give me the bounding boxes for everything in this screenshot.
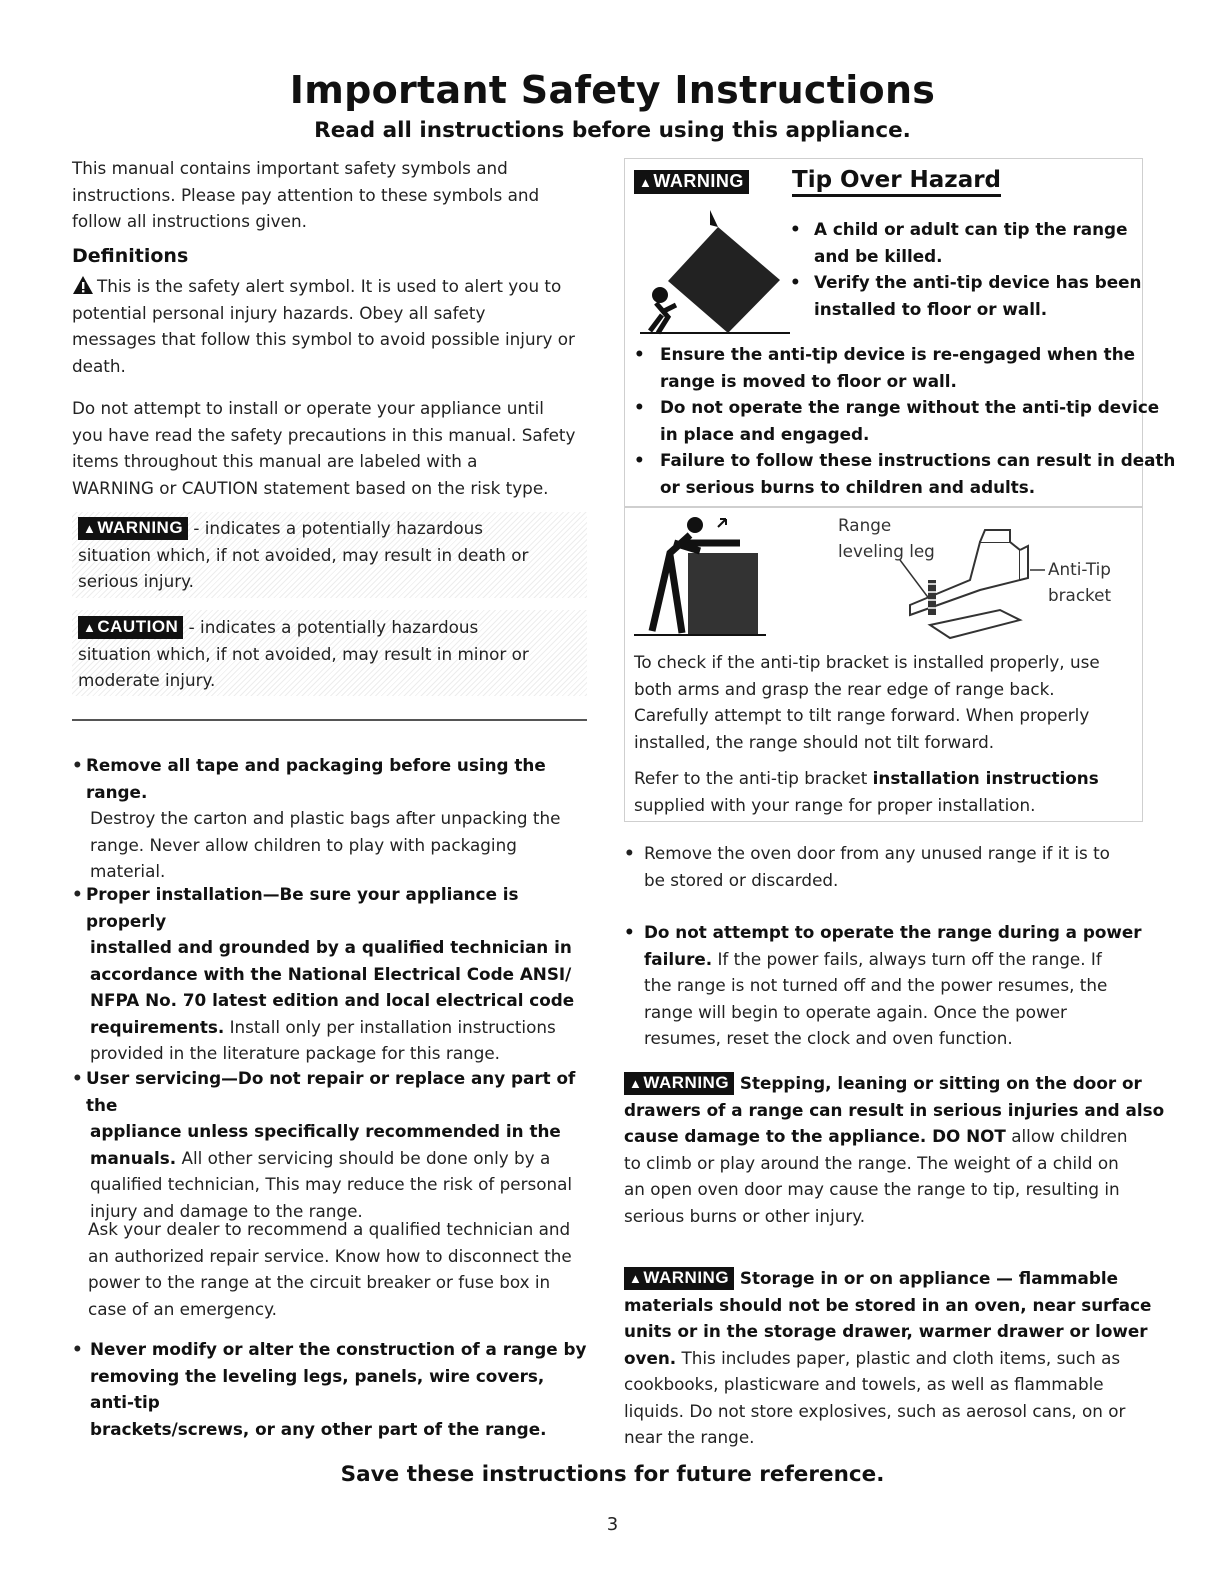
paragraph-bold-text: Storage in or on appliance — flammable [734,1268,1118,1288]
bullet: • [634,397,645,417]
person-checking-range-illustration [640,513,770,638]
bullet-line: installed and grounded by a qualified technician in [90,937,572,957]
bullet-line: A child or adult can tip the range [814,219,1128,239]
list-item-user-servicing [72,1065,592,1224]
paragraph-text: allow children [1005,1126,1128,1146]
bullet-line: range. Never allow children to play with packaging [90,834,517,855]
definition-line: death. [72,355,126,376]
caution-badge [78,616,183,639]
definition-line: items throughout this manual are labeled with a [72,451,478,471]
paragraph-line: to climb or play around the range. The weight of a child on [624,1152,1119,1173]
bullet-line: range will begin to operate again. Once the power [644,1001,1067,1022]
bullet-bold-text: requirements. [90,1016,225,1037]
paragraph-line: near the range. [624,1427,755,1447]
label-anti-tip: Anti-Tip [1048,559,1111,579]
list-item-proper-installation [72,881,592,1067]
paragraph-line: cookbooks, plasticware and towels, as well as flammable [624,1374,1104,1394]
warning-stepping-paragraph [624,1070,1164,1229]
caution-definition [78,614,529,694]
bullet-line: Do not operate the range without the anti-tip device [660,397,1160,417]
intro-paragraph [72,155,539,235]
page-subtitle: Read all instructions before using this appliance. [314,118,911,143]
label-leveling-leg: leveling leg [838,541,935,561]
bullet-line: material. [90,861,166,881]
list-item-remove-packaging [72,752,592,885]
paragraph-line: an authorized repair service. Know how to disconnect the [88,1245,572,1266]
bullet-line: provided in the literature package for this range. [90,1043,501,1063]
definition-line: you have read the safety precautions in this manual. Safety [72,424,576,445]
tip-over-heading: Tip Over Hazard [792,166,1001,197]
bullet-line: removing the leveling legs, panels, wire covers, anti-tip [90,1365,545,1412]
caution-badge-text: CAUTION [97,617,179,636]
definition-line: - indicates a potentially hazardous [183,617,479,637]
list-item-power-failure [624,919,1142,1052]
bullet: • [624,843,635,863]
bullet-heading: Remove all tape and packaging before using the range. [86,755,546,802]
dealer-paragraph [88,1216,572,1322]
paragraph-line: power to the range at the circuit breaker or fuse box in [88,1272,551,1292]
paragraph-line: Ask your dealer to recommend a qualified technician and [88,1219,571,1239]
bullet-line: Ensure the anti-tip device is re-engaged when the [660,344,1136,364]
paragraph-line: liquids. Do not store explosives, such as aerosol cans, on or [624,1400,1126,1421]
warning-storage-paragraph [624,1265,1151,1451]
paragraph-text: Refer to the anti-tip bracket [634,768,873,788]
paragraph-line: Carefully attempt to tilt range forward. When properly [634,705,1090,725]
anti-tip-bracket-illustration [870,520,1050,645]
definition-line: This is the safety alert symbol. It is used to alert you to [97,276,562,296]
warning-triangle-icon: ▲ [629,1076,643,1091]
paragraph-line: materials should not be stored in an oven, near surface [624,1294,1152,1315]
tipping-range-illustration [640,205,790,340]
definition-line: situation which, if not avoided, may result in minor or [78,643,529,664]
warning-badge [634,170,749,194]
warning-badge-text: WARNING [643,1268,730,1287]
warning-triangle-icon: ▲ [629,1271,643,1286]
bullet: • [72,1339,83,1359]
bullet-line: brackets/screws, or any other part of the range. [90,1418,547,1439]
definition-line: Do not attempt to install or operate your appliance until [72,398,544,418]
bullet-line: installed to floor or wall. [814,298,1048,319]
bullet-line: appliance unless specifically recommended in the [90,1121,561,1141]
bullet-line: the range is not turned off and the power resumes, the [644,975,1108,995]
bullet-text: If the power fails, always turn off the range. If [712,948,1102,969]
label-range: Range [838,515,892,535]
definition-line: situation which, if not avoided, may result in death or [78,544,529,565]
paragraph-line: drawers of a range can result in serious injuries and also [624,1099,1165,1120]
bullet-line: resumes, reset the clock and oven function. [644,1028,1013,1048]
divider [72,719,587,721]
intro-line: instructions. Please pay attention to these symbols and [72,184,540,205]
refer-paragraph [634,765,1099,818]
bullet-text: All other servicing should be done only by a [176,1147,551,1168]
definition-line: potential personal injury hazards. Obey all safety [72,302,486,323]
caution-triangle-icon: ▲ [83,620,97,635]
intro-line: This manual contains important safety symbols and [72,158,508,178]
definition-line: - indicates a potentially hazardous [188,518,483,538]
bullet-line: Do not attempt to operate the range during a power [644,922,1142,942]
bullet-line: Destroy the carton and plastic bags after unpacking the [90,808,561,828]
bullet-line: Remove the oven door from any unused range if it is to [644,843,1110,863]
definition-alert-symbol [72,273,575,379]
warning-badge-text: WARNING [97,518,184,537]
bullet: • [624,922,635,942]
definition-line: moderate injury. [78,670,216,690]
paragraph-text: This includes paper, plastic and cloth items, such as [676,1347,1121,1368]
tip-top-bullets [790,216,1141,322]
bullet: • [634,344,645,364]
bullet-line: accordance with the National Electrical Code ANSI/ [90,963,572,984]
check-paragraph [634,649,1100,755]
paragraph-line: To check if the anti-tip bracket is installed properly, use [634,652,1100,672]
bullet-line: in place and engaged. [660,423,870,444]
paragraph-line: units or in the storage drawer, warmer drawer or lower [624,1321,1148,1341]
bullet-line: NFPA No. 70 latest edition and local electrical code [90,990,575,1010]
definition-labels-paragraph [72,395,575,501]
bullet-line: be stored or discarded. [644,869,839,890]
bullet-line: Proper installation—Be sure your appliance is properly [86,884,519,931]
paragraph-line: installed, the range should not tilt forward. [634,731,995,752]
warning-triangle-icon: ▲ [83,521,97,536]
bullet-line: qualified technician, This may reduce the risk of personal [90,1174,573,1194]
warning-badge-text: WARNING [653,171,744,191]
definition-line: messages that follow this symbol to avoid possible injury or [72,329,575,349]
bullet: • [634,450,645,470]
bullet: • [790,272,801,292]
bullet-text: Install only per installation instructions [224,1016,556,1037]
bullet-line: Failure to follow these instructions can result in death [660,450,1176,470]
bullet-line: and be killed. [814,245,943,266]
bullet-line: range is moved to floor or wall. [660,370,957,391]
page-title: Important Safety Instructions [289,68,936,112]
warning-definition [78,515,528,595]
list-item-remove-door [624,840,1110,893]
warning-badge-text: WARNING [643,1073,730,1092]
paragraph-line: supplied with your range for proper installation. [634,794,1036,815]
definitions-heading: Definitions [72,245,189,267]
bullet-bold-text: manuals. [90,1147,177,1168]
bullet-line: Never modify or alter the construction of a range by [90,1339,587,1359]
definition-line: serious injury. [78,571,194,591]
tip-bullets [634,341,1175,500]
warning-triangle-icon [72,275,94,295]
paragraph-bold-text: installation instructions [872,768,1099,788]
bullet-line: injury and damage to the range. [90,1200,363,1221]
paragraph-line: case of an emergency. [88,1298,277,1319]
bullet: • [72,755,83,775]
bullet-line: User servicing—Do not repair or replace any part of the [86,1068,576,1115]
tip-warning-badge-row [634,170,749,194]
definition-line: WARNING or CAUTION statement based on the risk type. [72,477,549,498]
paragraph-line: both arms and grasp the rear edge of range back. [634,678,1055,699]
bullet: • [790,219,801,239]
paragraph-bold-text: cause damage to the appliance. DO NOT [624,1126,1006,1146]
page-number: 3 [606,1514,619,1535]
bullet: • [72,1068,83,1088]
bullet: • [72,884,83,904]
paragraph-line: an open oven door may cause the range to tip, resulting in [624,1179,1120,1199]
paragraph-line: serious burns or other injury. [624,1205,866,1226]
warning-badge [624,1072,734,1095]
list-item-never-modify [72,1336,592,1442]
paragraph-bold-text: oven. [624,1347,677,1368]
illustration-floor-line [634,634,766,636]
warning-triangle-icon: ▲ [639,175,653,190]
label-bracket: bracket [1048,585,1112,605]
warning-badge [624,1267,734,1290]
paragraph-bold-text: Stepping, leaning or sitting on the door or [734,1073,1142,1093]
save-instructions-footer: Save these instructions for future reference. [340,1462,885,1487]
bullet-bold-text: failure. [644,948,713,969]
bullet-line: or serious burns to children and adults. [660,476,1036,497]
bullet-line: Verify the anti-tip device has been [814,272,1142,292]
intro-line: follow all instructions given. [72,211,307,231]
warning-badge [78,517,188,540]
